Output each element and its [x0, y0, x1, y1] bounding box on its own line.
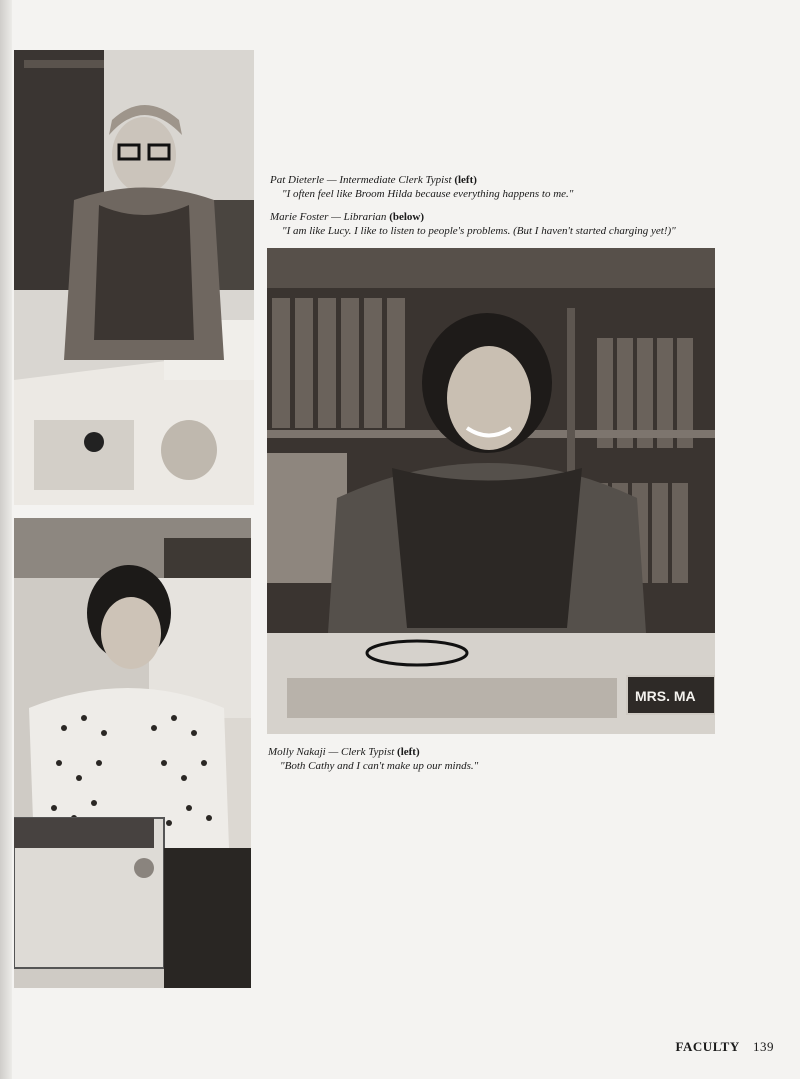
caption-quote: "Both Cathy and I can't make up our minds.": [280, 760, 479, 772]
page-number: 139: [753, 1039, 774, 1054]
caption-direction: (left): [397, 746, 420, 758]
page-binding-edge: [0, 0, 12, 1079]
caption-marie-foster: Marie Foster — Librarian (below) "I am like Lucy. I like to listen to people's problems. (But I haven't started charging yet!)": [270, 210, 760, 238]
page-footer: [676, 1039, 774, 1055]
photo-molly-nakaji: [14, 518, 251, 988]
caption-pat-dieterle: Pat Dieterle — Intermediate Clerk Typist (left) "I often feel like Broom Hilda because everything happens to me.": [270, 173, 750, 201]
caption-name: Molly Nakaji: [268, 746, 326, 758]
caption-role: Intermediate Clerk Typist: [339, 174, 452, 186]
caption-quote: "I often feel like Broom Hilda because everything happens to me.": [282, 188, 574, 200]
caption-direction: (below): [389, 211, 425, 223]
caption-name: Pat Dieterle: [270, 174, 325, 186]
nameplate-text: MRS. MA: [635, 688, 696, 704]
caption-name: Marie Foster: [270, 211, 329, 223]
caption-direction: (left): [454, 174, 477, 186]
caption-role: Librarian: [343, 211, 387, 223]
caption-role: Clerk Typist: [341, 746, 395, 758]
photo-pat-dieterle: [14, 50, 254, 505]
caption-quote: "I am like Lucy. I like to listen to people's problems. (But I haven't started charging yet!)": [282, 225, 676, 237]
footer-section: FACULTY: [675, 1039, 740, 1054]
caption-molly-nakaji: Molly Nakaji — Clerk Typist (left) "Both Cathy and I can't make up our minds.": [268, 745, 708, 773]
photo-marie-foster: [267, 248, 715, 734]
